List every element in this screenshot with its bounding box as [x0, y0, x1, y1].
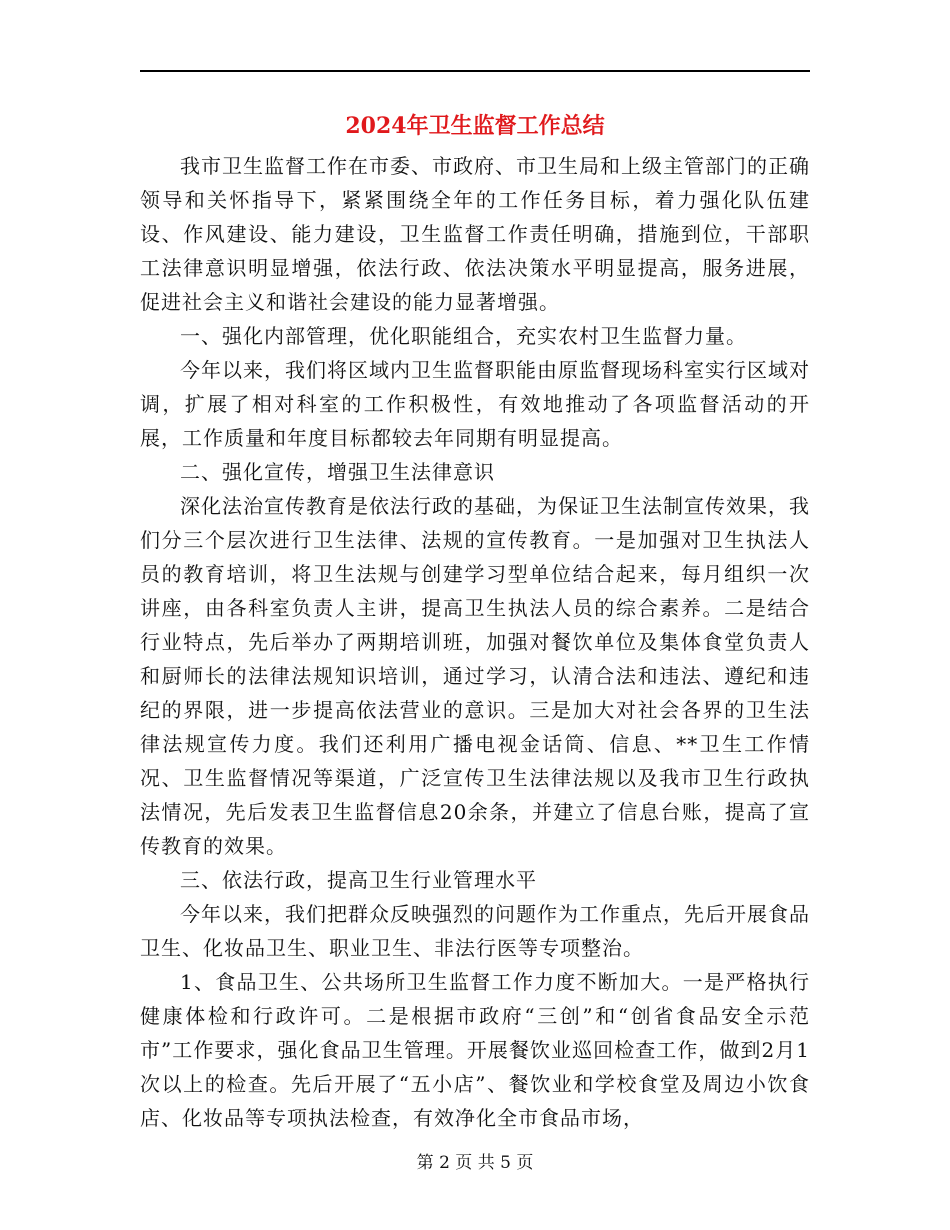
document-title: 2024年卫生监督工作总结	[345, 113, 605, 139]
section-3-paragraph: 今年以来，我们把群众反映强烈的问题作为工作重点，先后开展食品卫生、化妆品卫生、职业卫生、非法行医等专项整治。	[140, 902, 810, 960]
page-number: 第 2 页 共 5 页	[416, 1153, 534, 1173]
section-heading-1: 一、强化内部管理，优化职能组合，充实农村卫生监督力量。	[180, 324, 747, 348]
section-heading-2: 二、强化宣传，增强卫生法律意识	[180, 460, 495, 484]
document-body	[140, 149, 810, 1135]
section-2-paragraph: 深化法治宣传教育是依法行政的基础，为保证卫生法制宣传效果，我们分三个层次进行卫生法律、法规的宣传教育。一是加强对卫生执法人员的教育培训，将卫生法规与创建学习型单位结合起来，每月组织一次讲座，由各科室负责人主讲，提高卫生执法人员的综合素养。二是结合行业特点，先后举办了两期培训班，加强对餐饮单位及集体食堂负责人和厨师长的法律法规知识培训，通过学习，认清合法和违法、遵纪和违纪的界限，进一步提高依法营业的意识。三是加大对社会各界的卫生法律法规宣传力度。我们还利用广播电视金话筒、信息、**卫生工作情况、卫生监督情况等渠道，广泛宣传卫生法律法规以及我市卫生行政执法情况，先后发表卫生监督信息20余条，并建立了信息台账，提高了宣传教育的效果。	[140, 494, 810, 858]
intro-paragraph: 我市卫生监督工作在市委、市政府、市卫生局和上级主管部门的正确领导和关怀指导下，紧紧围绕全年的工作任务目标，着力强化队伍建设、作风建设、能力建设，卫生监督工作责任明确，措施到位，干部职工法律意识明显增强，依法行政、依法决策水平明显提高，服务进展，促进社会主义和谐社会建设的能力显著增强。	[140, 154, 810, 314]
section-heading-3: 三、依法行政，提高卫生行业管理水平	[180, 868, 537, 892]
section-1-paragraph: 今年以来，我们将区域内卫生监督职能由原监督现场科室实行区域对调，扩展了相对科室的工作积极性，有效地推动了各项监督活动的开展，工作质量和年度目标都较去年同期有明显提高。	[140, 358, 810, 450]
header-rule	[140, 70, 810, 72]
section-3-item-1-paragraph: 1、食品卫生、公共场所卫生监督工作力度不断加大。一是严格执行健康体检和行政许可。二是根据市政府“三创”和“创省食品安全示范市”工作要求，强化食品卫生管理。开展餐饮业巡回检查工作，做到2月1次以上的检查。先后开展了“五小店”、餐饮业和学校食堂及周边小饮食店、化妆品等专项执法检查，有效净化全市食品市场，	[140, 970, 810, 1130]
